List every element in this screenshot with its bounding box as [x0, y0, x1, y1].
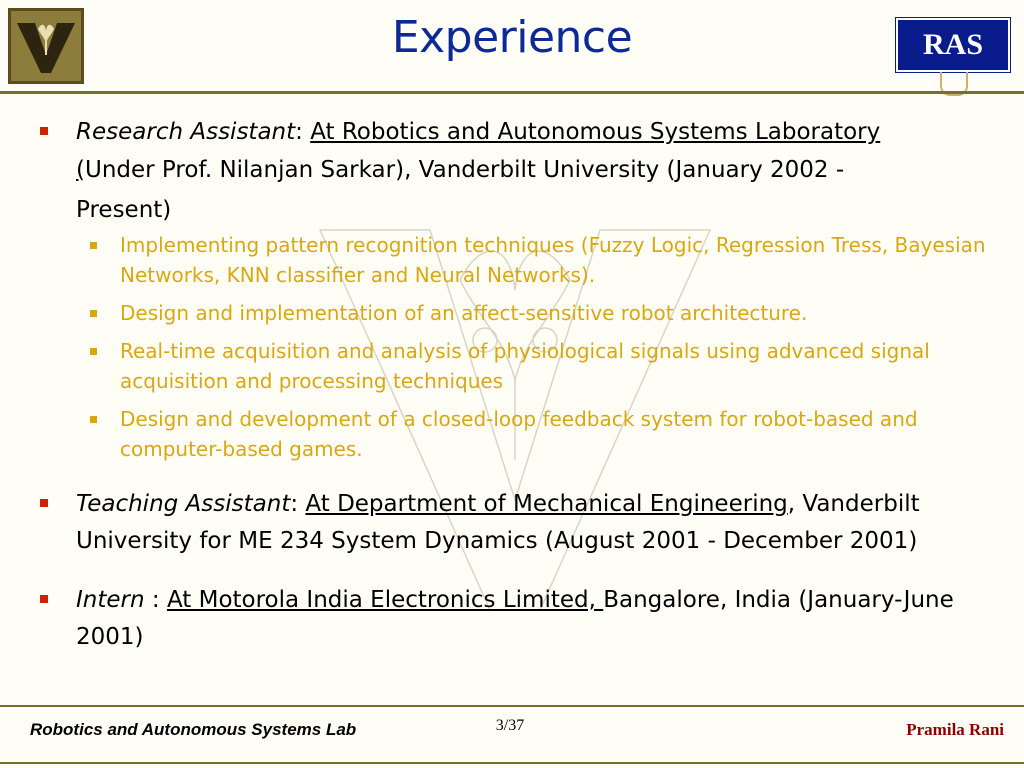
details-text: Bangalore, India (January-June 2001) — [76, 587, 954, 650]
bullet-icon — [40, 499, 48, 507]
role-label: Research Assistant — [76, 119, 296, 145]
separator: : — [290, 491, 306, 517]
role-label: Teaching Assistant — [76, 491, 291, 517]
sub-bullet-icon — [90, 242, 97, 249]
role-label: Intern — [76, 587, 145, 613]
footer-divider — [0, 705, 1024, 707]
experience-item-intern — [40, 582, 1000, 656]
sub-item-text: Design and implementation of an affect-sensitive robot architecture. — [120, 301, 808, 325]
bullet-icon — [40, 595, 48, 603]
experience-details — [76, 150, 1000, 190]
sub-item — [40, 230, 1000, 290]
footer-author: Pramila Rani — [906, 720, 1004, 739]
details-text: , Vanderbilt University for ME 234 System Dynamics (August 2001 - December 2001) — [76, 491, 920, 554]
experience-item-teaching — [40, 486, 1000, 560]
sub-item-text: Implementing pattern recognition techniques (Fuzzy Logic, Regression Tress, Bayesian Networks, KNN classifier and Neural Networks). — [120, 233, 986, 287]
research-subitems — [40, 230, 1000, 464]
experience-line — [76, 114, 1000, 150]
sub-item — [40, 404, 1000, 464]
slide-title: Experience — [391, 12, 633, 63]
header-divider — [0, 91, 1024, 94]
sub-bullet-icon — [90, 310, 97, 317]
footer-lab-name: Robotics and Autonomous Systems Lab — [30, 720, 357, 739]
sub-item-text: Real-time acquisition and analysis of physiological signals using advanced signal acquisition and processing techniques — [120, 339, 930, 393]
separator: : — [295, 119, 311, 145]
experience-details-end: Present) — [76, 197, 172, 223]
paren-underline: ( — [76, 157, 85, 183]
page-number: 3/37 — [495, 717, 525, 734]
place-link: At Robotics and Autonomous Systems Laboratory — [310, 119, 881, 145]
place-link: At Motorola India Electronics Limited, — [166, 587, 604, 613]
ras-badge: RAS — [896, 18, 1010, 72]
sub-bullet-icon — [90, 416, 97, 423]
sub-item — [40, 336, 1000, 396]
details-text: Under Prof. Nilanjan Sarkar), Vanderbilt University (January 2002 - — [84, 157, 845, 183]
sub-item-text: Design and development of a closed-loop feedback system for robot-based and computer-based games. — [120, 407, 918, 461]
experience-list — [40, 114, 1000, 678]
bullet-icon — [40, 127, 48, 135]
sub-item — [40, 298, 1000, 328]
bottom-divider — [0, 762, 1024, 764]
separator: : — [144, 587, 167, 613]
experience-item-research — [40, 114, 1000, 230]
sub-bullet-icon — [90, 348, 97, 355]
place-link: At Department of Mechanical Engineering — [305, 491, 788, 517]
